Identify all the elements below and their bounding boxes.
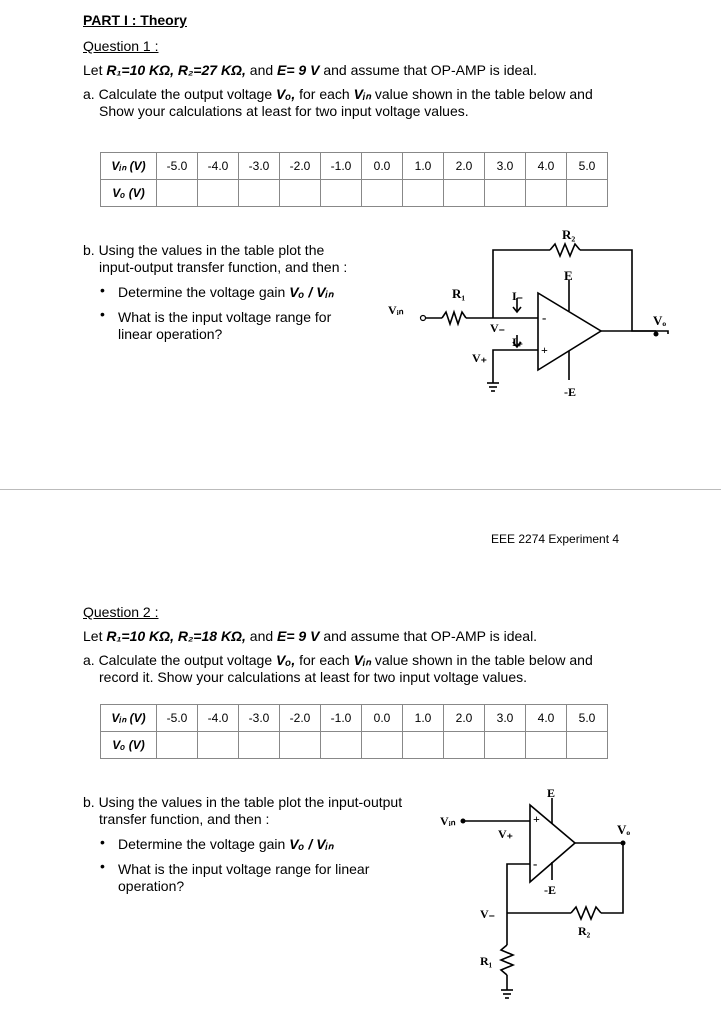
q2-circuit-label-e: E [547,786,556,800]
q2-circuit-label-neg-e: -E [544,883,556,897]
q2-circuit-label-r2: R₂ [578,924,591,938]
q1-vin-cell: 3.0 [485,153,526,180]
q2-circuit-diagram [430,780,650,1010]
q1-given-prefix: Let [83,62,107,78]
q1-part-a-line1 [83,85,593,103]
q2-vin-cell: 1.0 [403,705,444,732]
q2-given-line [83,627,537,645]
q1-vin-label: Vᵢₙ (V) [101,153,157,180]
q2-table-vo-row [101,732,608,759]
q2-vin-cell: 2.0 [444,705,485,732]
q1-table-vo-row [101,180,608,207]
q1-vin-cell: -3.0 [239,153,280,180]
q1-a-suffix: value shown in the table below and [374,86,593,102]
q1-opamp-plus: + [541,343,548,357]
q2-table-vin-row [101,705,608,732]
q2-vin-cell: 4.0 [526,705,567,732]
q1-vin-cell: 1.0 [403,153,444,180]
q1-r2: R₂=27 KΩ, [177,62,246,78]
q1-vo-cell[interactable] [526,180,567,207]
bullet-dot: • [100,834,105,850]
q1-circuit-diagram [380,220,680,410]
q2-opamp-minus: - [533,856,538,871]
q1-vo-cell[interactable] [239,180,280,207]
q2-given-prefix: Let [83,628,107,644]
q1-circuit-label-r2: R₂ [562,227,576,242]
q1-circuit-label-v-plus: V₊ [472,351,487,365]
q2-vo-cell[interactable] [239,732,280,759]
q1-circuit-label-i-minus: I₋ [512,289,524,303]
q1-vin-cell: 0.0 [362,153,403,180]
q2-vo-cell[interactable] [444,732,485,759]
q2-vo-cell[interactable] [403,732,444,759]
q2-vin-cell: -4.0 [198,705,239,732]
q1-bullet1-gain: Vₒ / Vᵢₙ [289,284,334,300]
q2-vin-cell: -3.0 [239,705,280,732]
q1-circuit-label-v-minus: V₋ [490,321,505,335]
q2-vo-cell[interactable] [362,732,403,759]
q1-bullet1-prefix: Determine the voltage gain [118,284,286,300]
q1-vo-cell[interactable] [157,180,198,207]
q1-vo-cell[interactable] [321,180,362,207]
q2-a-suffix: value shown in the table below and [374,652,593,668]
q2-vin-cell: -2.0 [280,705,321,732]
page-divider [0,489,721,490]
q2-vo-cell[interactable] [157,732,198,759]
q2-part-a-line2: record it. Show your calculations at least for two input voltage values. [99,669,527,685]
q1-bullet1 [118,283,334,301]
q2-a-vin: Vᵢₙ [353,652,371,668]
q1-vin-cell: -4.0 [198,153,239,180]
q2-r1: R₁=10 KΩ, [106,628,174,644]
q2-table [100,704,608,759]
q2-vo-cell[interactable] [526,732,567,759]
q1-circuit-label-vo: Vₒ [653,313,667,328]
q1-vo-cell[interactable] [567,180,608,207]
q2-a-vo: Vₒ, [276,652,296,668]
q1-circuit-label-vin: Vᵢₙ [388,303,404,317]
q2-vo-cell[interactable] [280,732,321,759]
q2-vin-cell: 0.0 [362,705,403,732]
q2-given-suffix: and assume that OP-AMP is ideal. [323,628,538,644]
q2-circuit-label-vo: Vₒ [617,822,631,837]
q2-circuit-label-r1: R₁ [480,954,493,968]
q2-vin-cell: 5.0 [567,705,608,732]
q1-vo-label: Vₒ (V) [101,180,157,207]
q2-bullet1-prefix: Determine the voltage gain [118,836,286,852]
part-title: PART I : Theory [83,12,187,28]
q1-vin-cell: 5.0 [567,153,608,180]
q1-table [100,152,608,207]
q2-heading: Question 2 : [83,604,159,620]
q1-part-a-line2: Show your calculations at least for two input voltage values. [99,103,469,119]
q2-and: and [249,628,274,644]
q2-part-a-line1 [83,651,593,669]
q2-vo-cell[interactable] [321,732,362,759]
q1-vo-cell[interactable] [485,180,526,207]
q1-vin-cell: 2.0 [444,153,485,180]
q1-part-b-line2: input-output transfer function, and then : [99,259,348,275]
q1-and: and [249,62,274,78]
bullet-dot: • [100,306,105,322]
q2-a-mid: for each [299,652,350,668]
q1-vin-cell: -1.0 [321,153,362,180]
q1-circuit-label-i-plus: I₊ [512,335,524,349]
q2-part-b-line1: b. Using the values in the table plot the input-output [83,794,403,810]
q2-bullet2-line2: operation? [118,878,185,894]
q2-part-b-line2: transfer function, and then : [99,811,270,827]
bullet-dot: • [100,858,105,874]
page-footer: EEE 2274 Experiment 4 [491,532,620,546]
q2-vin-cell: 3.0 [485,705,526,732]
q1-opamp-minus: - [542,310,547,325]
q1-a-vin: Vᵢₙ [353,86,371,102]
q2-opamp-plus: + [533,812,540,826]
q2-bullet1-gain: Vₒ / Vᵢₙ [289,836,334,852]
q2-vin-cell: -5.0 [157,705,198,732]
q1-given-suffix: and assume that OP-AMP is ideal. [323,62,538,78]
q2-a-prefix: a. Calculate the output voltage [83,652,273,668]
q2-circuit-label-v-plus: V₊ [498,827,513,841]
q1-a-vo: Vₒ, [276,86,296,102]
q2-circuit-label-vin: Vᵢₙ [440,814,456,828]
q2-vo-cell[interactable] [485,732,526,759]
q2-circuit-label-v-minus: V₋ [480,907,495,921]
q1-vo-cell[interactable] [403,180,444,207]
q2-r2: R₂=18 KΩ, [177,628,246,644]
q1-vin-cell: -5.0 [157,153,198,180]
q2-vin-label: Vᵢₙ (V) [101,705,157,732]
q1-table-vin-row [101,153,608,180]
q1-r1: R₁=10 KΩ, [106,62,174,78]
q1-e-value: E= 9 V [277,62,320,78]
bullet-dot: • [100,282,105,298]
q1-circuit-label-e: E [564,268,573,283]
q2-e-value: E= 9 V [277,628,320,644]
q1-vo-cell[interactable] [280,180,321,207]
q1-bullet2-line1: What is the input voltage range for [118,309,332,325]
q1-circuit-label-r1: R₁ [452,286,466,301]
q1-a-prefix: a. Calculate the output voltage [83,86,273,102]
q2-vin-cell: -1.0 [321,705,362,732]
q1-part-b-line1: b. Using the values in the table plot the [83,242,325,258]
q1-vo-cell[interactable] [362,180,403,207]
q1-vin-cell: 4.0 [526,153,567,180]
q2-vo-label: Vₒ (V) [101,732,157,759]
q2-vo-cell[interactable] [567,732,608,759]
q1-bullet2-line2: linear operation? [118,326,223,342]
q2-bullet1 [118,835,334,853]
q1-a-mid: for each [299,86,350,102]
q1-heading: Question 1 : [83,38,159,54]
q1-vo-cell[interactable] [198,180,239,207]
q2-vo-cell[interactable] [198,732,239,759]
q1-circuit-label-neg-e: -E [564,385,576,399]
q1-given-line [83,61,537,79]
q1-vin-cell: -2.0 [280,153,321,180]
q1-vo-cell[interactable] [444,180,485,207]
q2-bullet2-line1: What is the input voltage range for linear [118,861,370,877]
